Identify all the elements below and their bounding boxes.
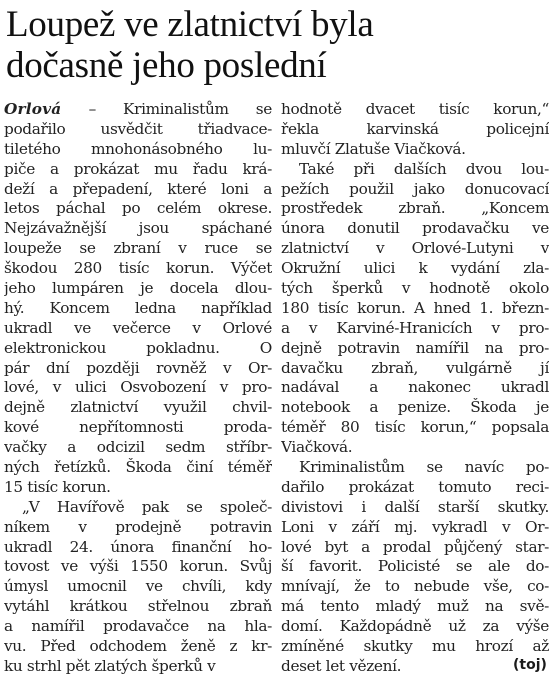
article-line: davačku zbraň, vulgárně jí: [281, 358, 549, 377]
article-line: piče a prokázat mu řadu krá-: [4, 159, 272, 178]
article-line: hodnotě dvacet tisíc korun,“: [281, 100, 549, 118]
article-line: letos páchal po celém okrese.: [4, 199, 272, 218]
article-line: prostředek zbraň. „Koncem: [281, 199, 549, 218]
article-line: škodou 280 tisíc korun. Výčet: [4, 259, 272, 278]
article-line: vu. Před odchodem ženě z kr-: [4, 637, 272, 656]
article-line: jeho lumpáren je docela dlou-: [4, 279, 272, 298]
article-line: ku strhl pět zlatých šperků v: [4, 656, 216, 675]
right-column: [281, 100, 549, 677]
article-line: Nejzávažnější jsou spáchané: [4, 219, 272, 238]
article-line: tiletého mnohonásobného lu-: [4, 139, 272, 158]
article-line: [4, 100, 272, 120]
article-line: loupeže se zbraní v ruce se: [4, 239, 272, 258]
article-line: hý. Koncem ledna například: [4, 298, 272, 317]
article-line: pár dní později rovněž v Or-: [4, 358, 272, 377]
headline: [6, 4, 546, 86]
article-line: dejně zlatnictví využil chvil-: [4, 398, 272, 417]
article-line-text: – Kriminalistům se: [61, 100, 272, 118]
article-line: lové, v ulici Osvobození v pro-: [4, 378, 272, 397]
article-line: a v Karviné-Hranicích v pro-: [281, 318, 549, 337]
article-line: Také při dalších dvou lou-: [299, 159, 549, 178]
article-line: 15 tisíc korun.: [4, 477, 111, 496]
article-line: 180 tisíc korun. A hned 1. březn-: [281, 298, 549, 317]
article-line: pežích použil jako donucovací: [281, 179, 549, 198]
article-line: dejně potravin namířil na pro-: [281, 338, 549, 357]
article-line: mluvčí Zlatuše Viačková.: [281, 139, 466, 158]
article-line: února donutil prodavačku ve: [281, 219, 549, 238]
byline-location: Orlová: [4, 100, 62, 118]
article-line: lové byt a prodal půjčený star-: [281, 537, 549, 556]
article-line: řekla karvinská policejní: [281, 119, 549, 138]
article-line: Kriminalistům se navíc po-: [299, 458, 549, 477]
article-line: níkem v prodejně potravin: [4, 517, 272, 536]
article-line: vačky a odcizil sedm stříbr-: [4, 438, 272, 457]
article-line: podařilo usvědčit třiadvace-: [4, 119, 272, 138]
article-line: tovost ve výši 1550 korun. Svůj: [4, 557, 272, 576]
article-line: dařilo prokázat tomuto reci-: [281, 477, 549, 496]
article-line: úmysl umocnil ve chvíli, kdy: [4, 577, 272, 596]
left-column: [4, 100, 272, 677]
article-line: ných řetízků. Škoda činí téměř: [4, 458, 272, 477]
article-line: notebook a penize. Škoda je: [281, 398, 549, 417]
article-line: ukradl ve večerce v Orlové: [4, 318, 272, 337]
author-signature: (toj): [513, 657, 547, 673]
article-line: „V Havířově pak se společ-: [22, 497, 272, 516]
article-line: elektronickou pokladnu. O: [4, 338, 272, 357]
article-line: a namířil prodavačce na hla-: [4, 617, 272, 636]
article-line: deset let vězení.: [281, 656, 402, 675]
article-line: nadával a nakonec ukradl: [281, 378, 549, 397]
article-line: Okružní ulici k vydání zla-: [281, 259, 549, 278]
article-line: ukradl 24. února finanční ho-: [4, 537, 272, 556]
article-line: tých šperků v hodnotě okolo: [281, 279, 549, 298]
article-line: má tento mladý muž na svě-: [281, 597, 549, 616]
article-line: vytáhl krátkou střelnou zbraň: [4, 597, 272, 616]
article-line: Viačková.: [281, 438, 353, 457]
article-line: kové nepřítomnosti proda-: [4, 418, 272, 437]
article-line: domí. Každopádně už za výše: [281, 617, 549, 636]
article-line: zlatnictví v Orlové-Lutyni v: [281, 239, 549, 258]
article-line: téměř 80 tisíc korun,“ popsala: [281, 418, 549, 437]
article-line: Loni v září mj. vykradl v Or-: [281, 517, 549, 536]
headline-line-1: Loupež ve zlatnictví byla: [6, 4, 374, 45]
article-line: zmíněné skutky mu hrozí až: [281, 637, 549, 656]
article-line: ší favorit. Policisté se ale do-: [281, 557, 549, 576]
headline-line-2: dočasně jeho poslední: [6, 45, 327, 86]
article-line: deží a přepadení, které loni a: [4, 179, 272, 198]
article-line: divistovi i další starší skutky.: [281, 497, 549, 516]
article-line: mnívají, že to nebude vše, co-: [281, 577, 549, 596]
